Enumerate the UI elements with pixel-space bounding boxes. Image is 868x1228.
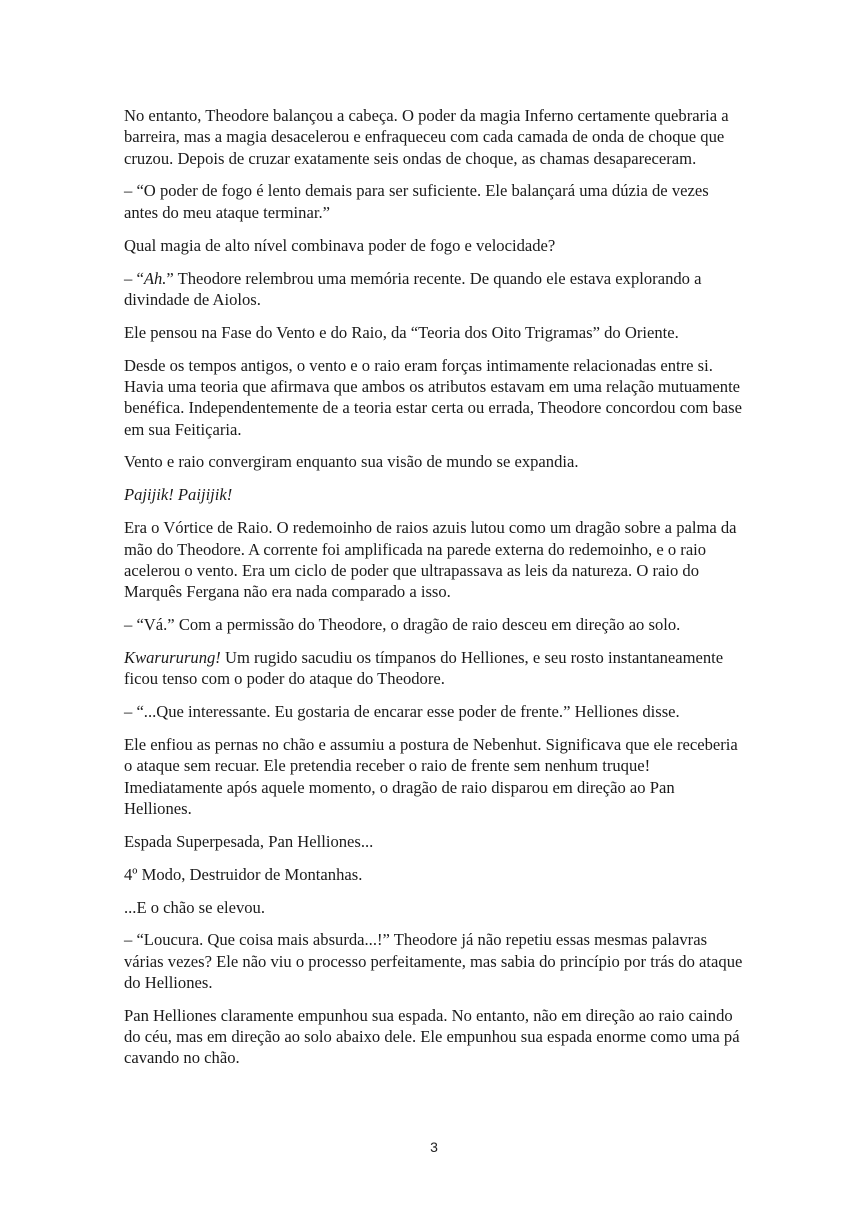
paragraph	[124, 484, 746, 505]
paragraph	[124, 614, 746, 635]
text-run: – “Loucura. Que coisa mais absurda...!” Theodore já não repetiu essas mesmas palavras várias vezes? Ele não viu o processo perfeitamente, mas sabia do princípio por trás do ataque do Helliones.	[124, 930, 743, 992]
text-run: Ele pensou na Fase do Vento e do Raio, da “Teoria dos Oito Trigramas” do Oriente.	[124, 322, 679, 342]
paragraph	[124, 831, 746, 852]
text-run: 4º Modo, Destruidor de Montanhas.	[124, 864, 363, 884]
paragraph	[124, 355, 746, 440]
text-run: No entanto, Theodore balançou a cabeça. O poder da magia Inferno certamente quebraria a barreira, mas a magia desacelerou e enfraqueceu com cada camada de onda de choque que cruzou. Depois de cruzar exatamente seis ondas de choque, as chamas desapareceram.	[124, 106, 729, 168]
paragraph	[124, 647, 746, 690]
text-run: Desde os tempos antigos, o vento e o raio eram forças intimamente relacionadas entre si. Havia uma teoria que afirmava que ambos os atributos estavam em uma relação mutuamente benéfica. Independentemente de a teoria estar certa ou errada, Theodore concordou com base em sua Feitiçaria.	[124, 355, 742, 439]
paragraph	[124, 451, 746, 472]
text-run: – “O poder de fogo é lento demais para ser suficiente. Ele balançará uma dúzia de vezes antes do meu ataque terminar.”	[124, 181, 709, 222]
text-run: ...E o chão se elevou.	[124, 897, 265, 917]
text-run: Espada Superpesada, Pan Helliones...	[124, 831, 374, 851]
paragraph	[124, 180, 746, 223]
paragraph	[124, 734, 746, 819]
page-number: 3	[430, 1139, 438, 1155]
page-body-text	[124, 105, 746, 1080]
text-run: – “Vá.” Com a permissão do Theodore, o dragão de raio desceu em direção ao solo.	[124, 614, 681, 634]
paragraph	[124, 701, 746, 722]
paragraph	[124, 929, 746, 993]
italic-text: Ah.	[143, 268, 167, 288]
paragraph	[124, 105, 746, 169]
text-run: – “...Que interessante. Eu gostaria de encarar esse poder de frente.” Helliones disse.	[124, 702, 680, 722]
text-run: Era o Vórtice de Raio. O redemoinho de raios azuis lutou como um dragão sobre a palma da mão do Theodore. A corrente foi amplificada na parede externa do redemoinho, e o raio acelerou o vento. Era um ciclo de poder que ultrapassava as leis da natureza. O raio do Marquês Fergana não era nada comparado a isso.	[124, 518, 737, 602]
paragraph	[124, 897, 746, 918]
paragraph	[124, 864, 746, 885]
italic-text: Kwarururung!	[124, 647, 221, 667]
text-run: ” Theodore relembrou uma memória recente. De quando ele estava explorando a divindade de Aiolos.	[124, 268, 702, 309]
paragraph	[124, 268, 746, 311]
paragraph	[124, 322, 746, 343]
text-run: Um rugido sacudiu os tímpanos do Helliones, e seu rosto instantaneamente ficou tenso com o poder do ataque do Theodore.	[124, 647, 724, 689]
text-run: Pan Helliones claramente empunhou sua espada. No entanto, não em direção ao raio caindo do céu, mas em direção ao solo abaixo dele. Ele empunhou sua espada enorme como uma pá cavando no chão.	[124, 1005, 740, 1068]
paragraph	[124, 1005, 746, 1069]
italic-text: Pajijik! Paijijik!	[124, 485, 233, 505]
text-run: Vento e raio convergiram enquanto sua visão de mundo se expandia.	[124, 452, 579, 472]
text-run: Qual magia de alto nível combinava poder de fogo e velocidade?	[124, 235, 556, 255]
text-run: Ele enfiou as pernas no chão e assumiu a postura de Nebenhut. Significava que ele receberia o ataque sem recuar. Ele pretendia receber o raio de frente sem nenhum truque! Imediatamente após aquele momento, o dragão de raio disparou em direção ao Pan Helliones.	[124, 734, 738, 818]
paragraph	[124, 517, 746, 602]
text-run: – “	[124, 268, 144, 288]
paragraph	[124, 235, 746, 256]
